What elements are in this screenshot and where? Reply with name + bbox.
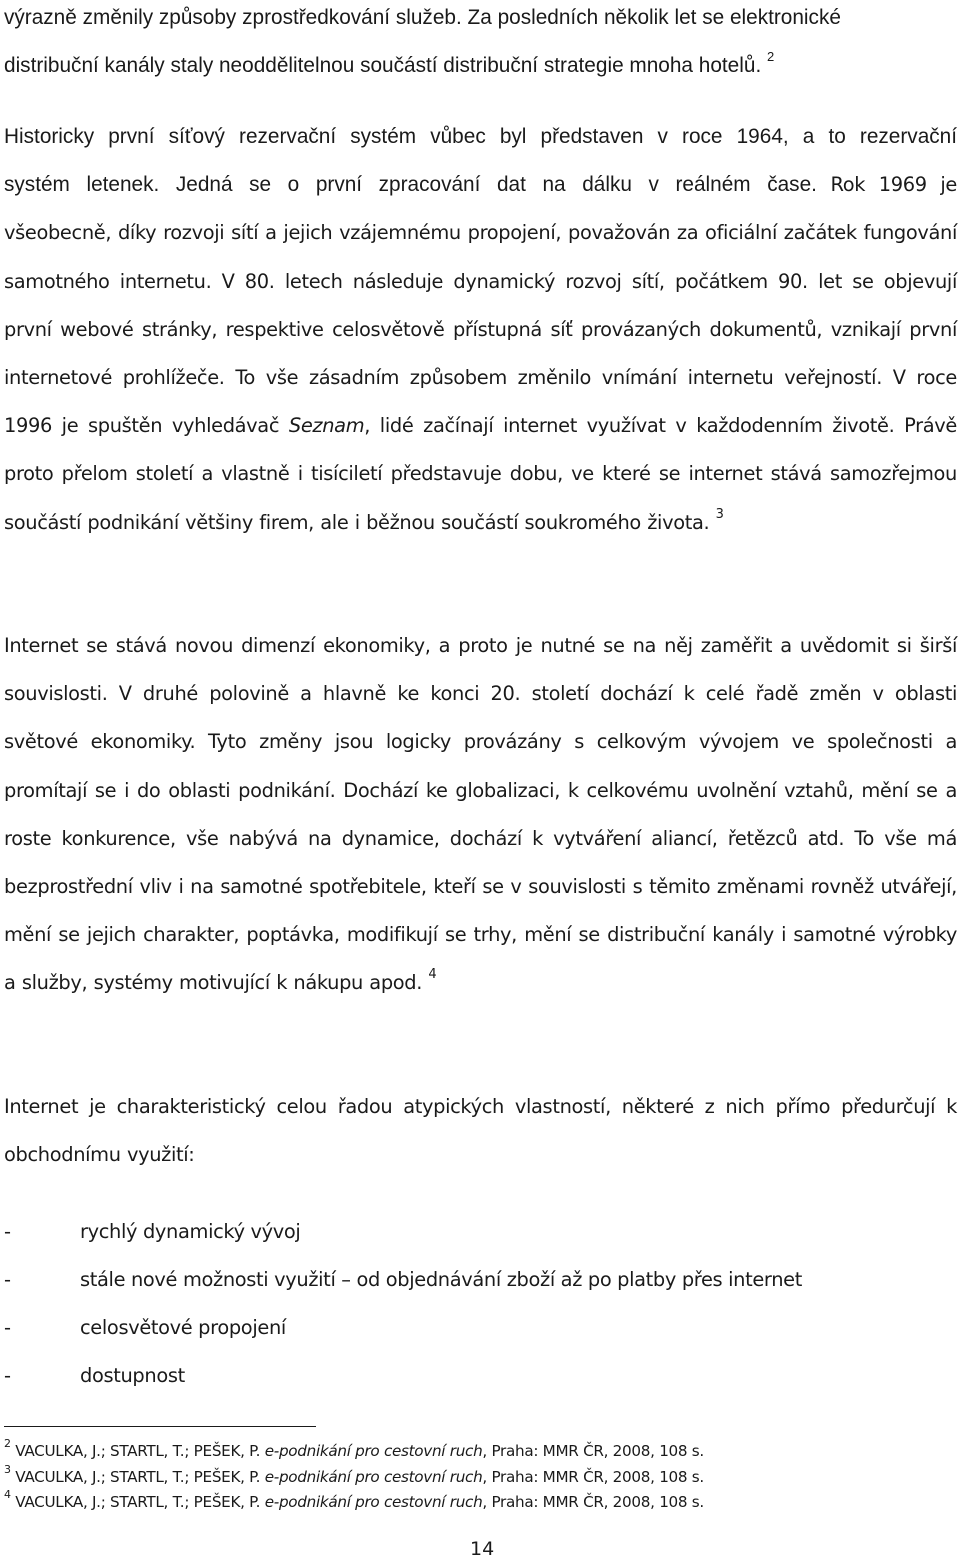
footnote-authors: VACULKA, J.; STARTL, T.; PEŠEK, P. [15, 1493, 265, 1511]
paragraph-2-lead: Historicky první síťový rezervační systém vůbec byl představen v roce 1964, a to rezervační systém letenek. Jedná se o první zpracování dat na dálku v reálném čase. [4, 125, 957, 197]
footnote-3 [4, 1462, 704, 1488]
paragraph-2-italic: Seznam [288, 414, 365, 438]
list-item [4, 1304, 802, 1352]
paragraph-2-body: Rok 1969 je všeobecně, díky rozvoji sítí a jejich vzájemnému propojení, považován za oficiální začátek fungování samotného internetu. V 80. letech následuje dynamický rozvoj sítí, počátkem 90. let se objevují první webové stránky, respektive celosvětově přístupná síť provázaných dokumentů, vznikají první internetové prohlížeče. To vše zásadním způsobem změnilo vnímání internetu veřejností. V roce 1996 je spuštěn vyhledávač [4, 173, 958, 438]
list-bullet: - [4, 1220, 11, 1243]
list-bullet: - [4, 1268, 11, 1291]
paragraph-4-text: Internet je charakteristický celou řadou atypických vlastností, některé z nich přímo předurčují k obchodnímu využití: [4, 1095, 957, 1167]
list-bullet: - [4, 1364, 11, 1387]
footnote-title: e-podnikání pro cestovní ruch [264, 1493, 483, 1511]
footnotes [4, 1436, 704, 1513]
footnote-divider [4, 1426, 316, 1427]
list-item [4, 1208, 802, 1256]
footnote-authors: VACULKA, J.; STARTL, T.; PEŠEK, P. [15, 1442, 265, 1460]
list-bullet: - [4, 1316, 11, 1339]
footnote-rest: , Praha: MMR ČR, 2008, 108 s. [482, 1493, 704, 1511]
footnote-title: e-podnikání pro cestovní ruch [264, 1442, 483, 1460]
footnote-rest: , Praha: MMR ČR, 2008, 108 s. [482, 1467, 704, 1486]
footnote-ref-4: 4 [428, 967, 437, 983]
paragraph-1 [4, 0, 957, 90]
paragraph-1-line-2: distribuční kanály staly neoddělitelnou součástí distribuční strategie mnoha hotelů. [4, 54, 762, 78]
page-number: 14 [470, 1538, 495, 1560]
feature-list [4, 1208, 802, 1400]
paragraph-2 [4, 113, 957, 547]
paragraph-2-tail: , lidé začínají internet využívat v každodenním životě. Právě proto přelom století a vlastně i tisíciletí představuje dobu, ve které se internet stává samozřejmou součástí podnikání většiny firem, ale i běžnou součástí soukromého života. [4, 414, 957, 534]
footnote-ref-3: 3 [715, 506, 724, 522]
paragraph-3-text: Internet se stává novou dimenzí ekonomiky, a proto je nutné se na něj zaměřit a uvědomit si širší souvislosti. V druhé polovině a hlavně ke konci 20. století dochází k celé řadě změn v oblasti světové ekonomiky. Tyto změny jsou logicky provázány s celkovým vývojem ve společnosti a promítají se i do oblasti podnikání. Dochází ke globalizaci, k celkovému uvolnění vztahů, mění se a roste konkurence, vše nabývá na dynamice, dochází k vytváření aliancí, řetězců atd. To vše má bezprostřední vliv i na samotné spotřebitele, kteří se v souvislosti s těmito změnami rovněž utvářejí, mění se jejich charakter, poptávka, modifikují se trhy, mění se distribuční kanály i samotné výrobky a služby, systémy motivující k nákupu apod. [4, 634, 957, 995]
footnote-number: 3 [4, 1462, 11, 1476]
footnote-ref-2: 2 [767, 49, 775, 65]
paragraph-4 [4, 1083, 957, 1179]
footnote-authors: VACULKA, J.; STARTL, T.; PEŠEK, P. [15, 1467, 265, 1486]
list-item [4, 1256, 802, 1304]
list-item-text: rychlý dynamický vývoj [80, 1220, 301, 1243]
list-item [4, 1352, 802, 1400]
footnote-rest: , Praha: MMR ČR, 2008, 108 s. [482, 1442, 704, 1460]
footnote-number: 4 [4, 1488, 11, 1501]
list-item-text: stále nové možnosti využití – od objednávání zboží až po platby přes internet [80, 1268, 802, 1291]
footnote-title: e-podnikání pro cestovní ruch [264, 1467, 483, 1486]
footnote-4 [4, 1487, 704, 1513]
paragraph-3 [4, 622, 957, 1008]
footnote-2 [4, 1436, 704, 1462]
footnote-number: 2 [4, 1437, 11, 1450]
paragraph-1-line-1: výrazně změnily způsoby zprostředkování služeb. Za posledních několik let se elektronické [4, 6, 841, 29]
list-item-text: celosvětové propojení [80, 1316, 286, 1339]
list-item-text: dostupnost [80, 1364, 185, 1387]
